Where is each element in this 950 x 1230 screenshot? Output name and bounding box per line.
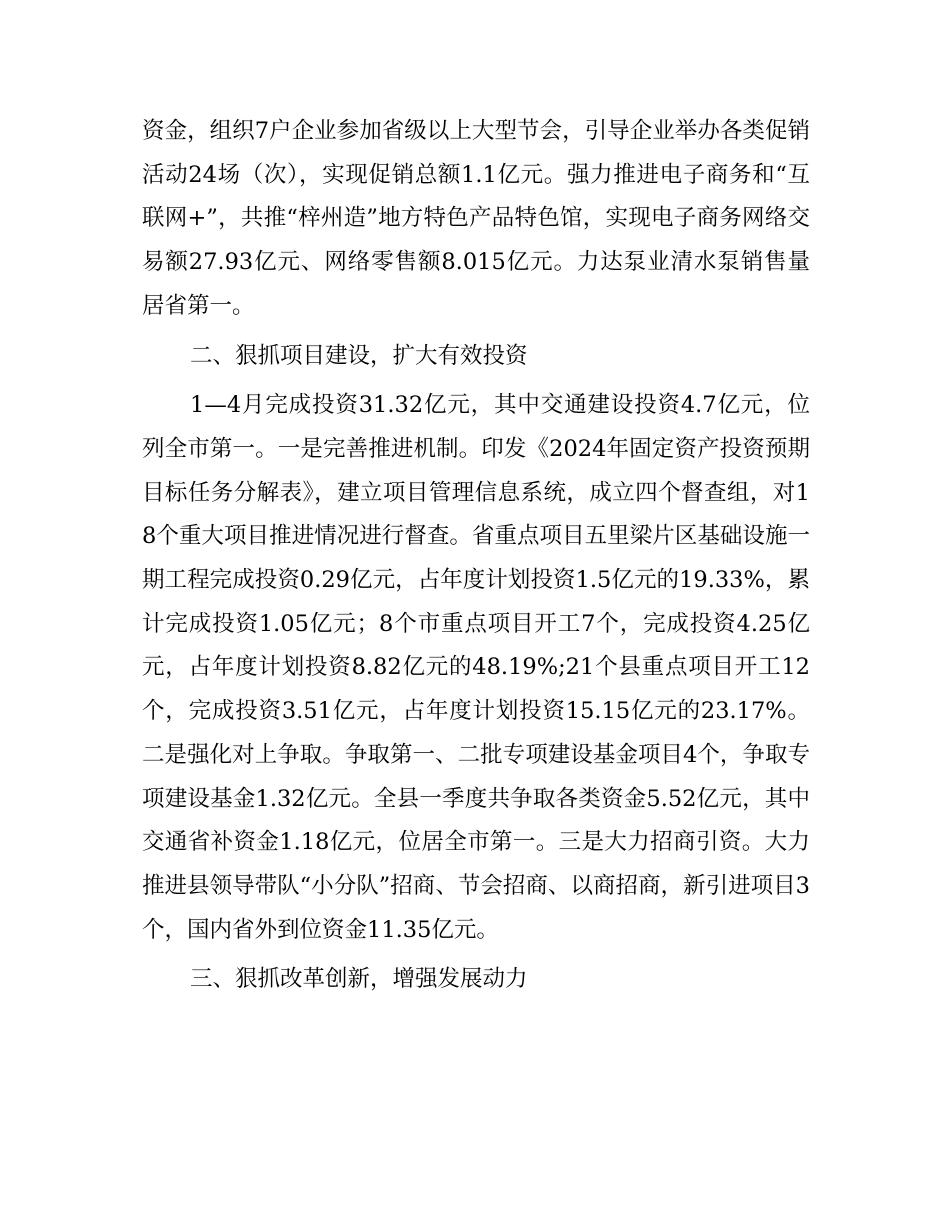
section-heading-reform-innovation: 三、狠抓改革创新，增强发展动力 xyxy=(190,966,528,993)
document-body xyxy=(142,110,810,1008)
paragraph-sales-promotion: 资金，组织7户企业参加省级以上大型节会，引导企业举办各类促销活动24场（次），实现促销总额1.1亿元。强力推进电子商务和“互联网+”，共推“梓州造”地方特色产品特色馆，实现电子商务网络交易额27.93亿元、网络零售额8.015亿元。力达泵业清水泵销售量居省第一。 xyxy=(142,118,810,319)
paragraph-investment: 1—4月完成投资31.32亿元，其中交通建设投资4.7亿元，位列全市第一。一是完善推进机制。印发《2024年固定资产投资预期目标任务分解表》，建立项目管理信息系统，成立四个督查组，对18个重大项目推进情况进行督查。省重点项目五里梁片区基础设施一期工程完成投资0.29亿元，占年度计划投资1.5亿元的19.33%，累计完成投资1.05亿元；8个市重点项目开工7个，完成投资4.25亿元，占年度计划投资8.82亿元的48.19%;21个县重点项目开工12个，完成投资3.51亿元，占年度计划投资15.15亿元的23.17%。二是强化对上争取。争取第一、二批专项建设基金项目4个，争取专项建设基金1.32亿元。全县一季度共争取各类资金5.52亿元，其中交通省补资金1.18亿元，位居全市第一。三是大力招商引资。大力推进县领导带队“小分队”招商、节会招商、以商招商，新引进项目3个，国内省外到位资金11.35亿元。 xyxy=(142,392,810,943)
section-heading-project-construction: 二、狠抓项目建设，扩大有效投资 xyxy=(190,342,528,369)
